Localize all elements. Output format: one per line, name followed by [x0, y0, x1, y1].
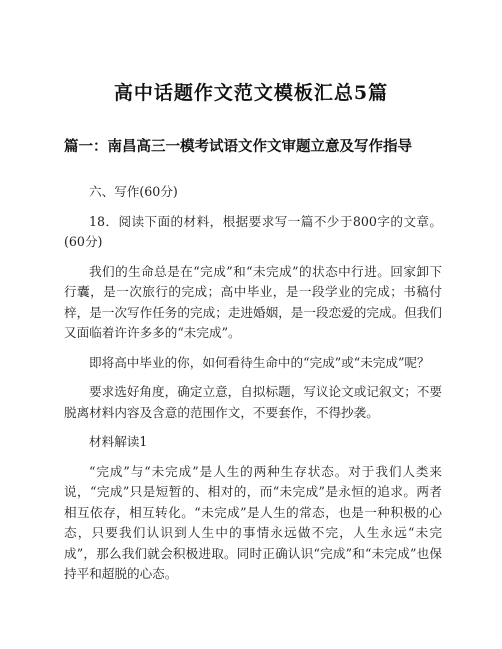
section-heading: 篇一：南昌高三一模考试语文作文审题立意及写作指导 [64, 139, 412, 155]
paragraph-analysis-label: 材料解读1 [89, 434, 148, 449]
paragraph-requirements: 要求选好角度，确定立意，自拟标题，写议论文或记叙文；不要脱离材料内容及含意的范围作文，不要套作，不得抄袭。 [64, 384, 442, 420]
paragraph-question: 18．阅读下面的材料，根据要求写一篇不少于800字的文章。(60分) [64, 213, 442, 249]
document-title: 高中话题作文范文模板汇总5篇 [113, 82, 389, 104]
paragraph-material: 我们的生命总是在“完成”和“未完成”的状态中行进。回家卸下行囊，是一次旅行的完成；高中毕业，是一段学业的完成；书稿付梓，是一次写作任务的完成；走进婚姻，是一段恋爱的完成。但我们又面临着许许多多的“未完成”。 [64, 263, 442, 340]
paragraph-analysis: “完成”与“未完成”是人生的两种生存状态。对于我们人类来说，“完成”只是短暂的、相对的，而“未完成”是永恒的追求。两者相互依存，相互转化。“未完成”是人生的常态，也是一种积极的心态，只要我们认识到人生中的事情永远做不完，人生永远“未完成”，那么我们就会积极进取。同时正确认识“完成”和“未完成”也保持平和超脱的心态。 [64, 463, 442, 581]
paragraph-section-label: 六、写作(60分) [89, 184, 178, 199]
document-body [64, 182, 442, 594]
paragraph-prompt: 即将高中毕业的你，如何看待生命中的“完成”或“未完成”呢？ [89, 354, 430, 370]
